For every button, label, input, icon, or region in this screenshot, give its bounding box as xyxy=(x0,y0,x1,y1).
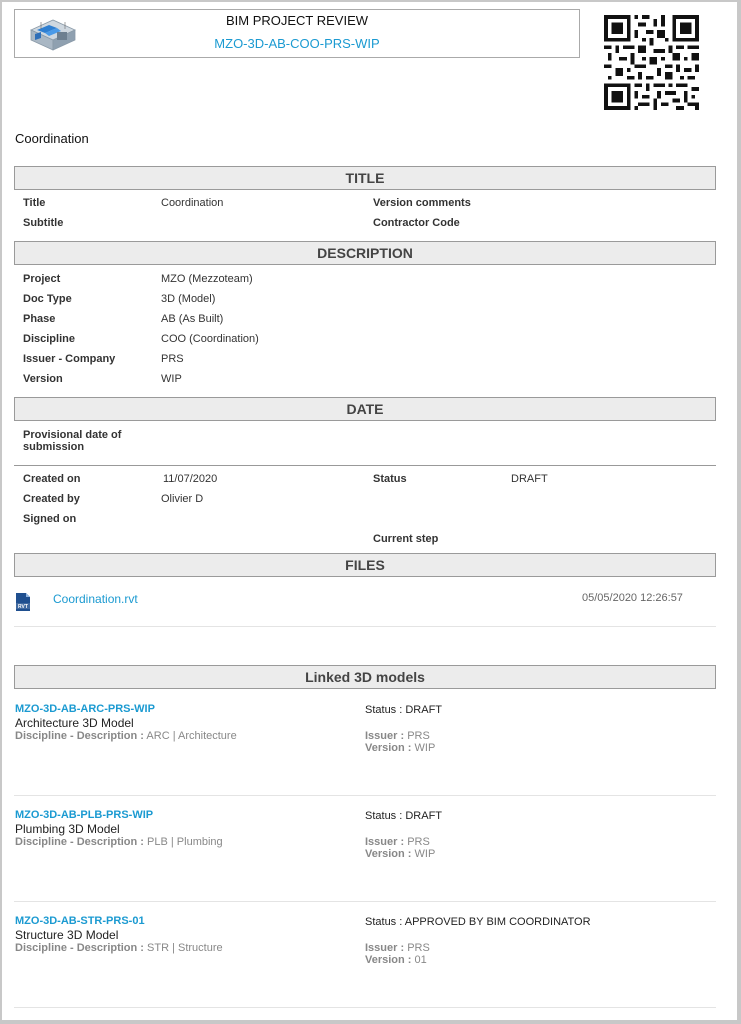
provisional-date-label-2: submission xyxy=(23,441,85,453)
model-name: Plumbing 3D Model xyxy=(15,822,120,836)
section-header-description: DESCRIPTION xyxy=(14,241,716,265)
files-divider xyxy=(14,626,716,627)
rvt-file-icon xyxy=(15,593,31,611)
model-version: Version : 01 xyxy=(365,954,427,966)
model-discipline: Discipline - Description : ARC | Architecture xyxy=(15,730,237,742)
created-on-label: Created on xyxy=(23,473,81,485)
section-header-linked-models: Linked 3D models xyxy=(14,665,716,689)
section-header-title: TITLE xyxy=(14,166,716,190)
version-comments-label: Version comments xyxy=(373,197,471,209)
created-on-value: 11/07/2020 xyxy=(163,473,218,485)
model-version: Version : WIP xyxy=(365,848,436,860)
model-version: Version : WIP xyxy=(365,742,436,754)
doc-type-label: Doc Type xyxy=(23,293,72,305)
model-divider xyxy=(14,1007,716,1008)
project-label: Project xyxy=(23,273,61,285)
model-name: Structure 3D Model xyxy=(15,928,119,942)
project-value: MZO (Mezzoteam) xyxy=(161,273,253,285)
title-label: Title xyxy=(23,197,46,209)
file-date: 05/05/2020 12:26:57 xyxy=(582,592,683,604)
title-value: Coordination xyxy=(161,197,224,209)
status-value: DRAFT xyxy=(511,473,548,485)
model-issuer: Issuer : PRS xyxy=(365,730,430,742)
model-code-link[interactable]: MZO-3D-AB-PLB-PRS-WIP xyxy=(15,809,154,821)
svg-text:RVT: RVT xyxy=(18,604,28,610)
discipline-value: COO (Coordination) xyxy=(161,333,259,345)
version-label: Version xyxy=(23,373,63,385)
section-header-date: DATE xyxy=(14,397,716,421)
created-by-label: Created by xyxy=(23,493,80,505)
model-code-link[interactable]: MZO-3D-AB-STR-PRS-01 xyxy=(15,915,145,927)
model-divider xyxy=(14,901,716,902)
model-status: Status : APPROVED BY BIM COORDINATOR xyxy=(365,916,591,928)
model-status: Status : DRAFT xyxy=(365,704,443,716)
subtitle-label: Subtitle xyxy=(23,217,64,229)
model-code-link[interactable]: MZO-3D-AB-ARC-PRS-WIP xyxy=(15,703,155,715)
document-code: MZO-3D-AB-COO-PRS-WIP xyxy=(214,36,380,51)
model-issuer: Issuer : PRS xyxy=(365,942,430,954)
phase-label: Phase xyxy=(23,313,56,325)
created-by-value: Olivier D xyxy=(161,493,204,505)
document-title: Coordination xyxy=(15,131,89,146)
report-header xyxy=(14,9,580,58)
model-status: Status : DRAFT xyxy=(365,810,443,822)
qr-code-icon xyxy=(604,15,699,110)
discipline-label: Discipline xyxy=(23,333,75,345)
model-name: Architecture 3D Model xyxy=(15,716,134,730)
report-title: BIM PROJECT REVIEW xyxy=(225,13,369,28)
provisional-date-label: Provisional date of xyxy=(23,429,122,441)
model-discipline: Discipline - Description : PLB | Plumbing xyxy=(15,836,223,848)
section-header-files: FILES xyxy=(14,553,716,577)
date-divider xyxy=(14,465,716,466)
doc-type-value: 3D (Model) xyxy=(161,293,216,305)
contractor-code-label: Contractor Code xyxy=(373,217,460,229)
file-link[interactable]: Coordination.rvt xyxy=(53,592,138,606)
version-value: WIP xyxy=(161,373,182,385)
current-step-label: Current step xyxy=(373,533,439,545)
status-label: Status xyxy=(373,473,407,485)
model-issuer: Issuer : PRS xyxy=(365,836,430,848)
signed-on-label: Signed on xyxy=(23,513,77,525)
issuer-company-value: PRS xyxy=(161,353,184,365)
model-divider xyxy=(14,795,716,796)
phase-value: AB (As Built) xyxy=(161,313,224,325)
model-discipline: Discipline - Description : STR | Structure xyxy=(15,942,223,954)
issuer-company-label: Issuer - Company xyxy=(23,353,116,365)
